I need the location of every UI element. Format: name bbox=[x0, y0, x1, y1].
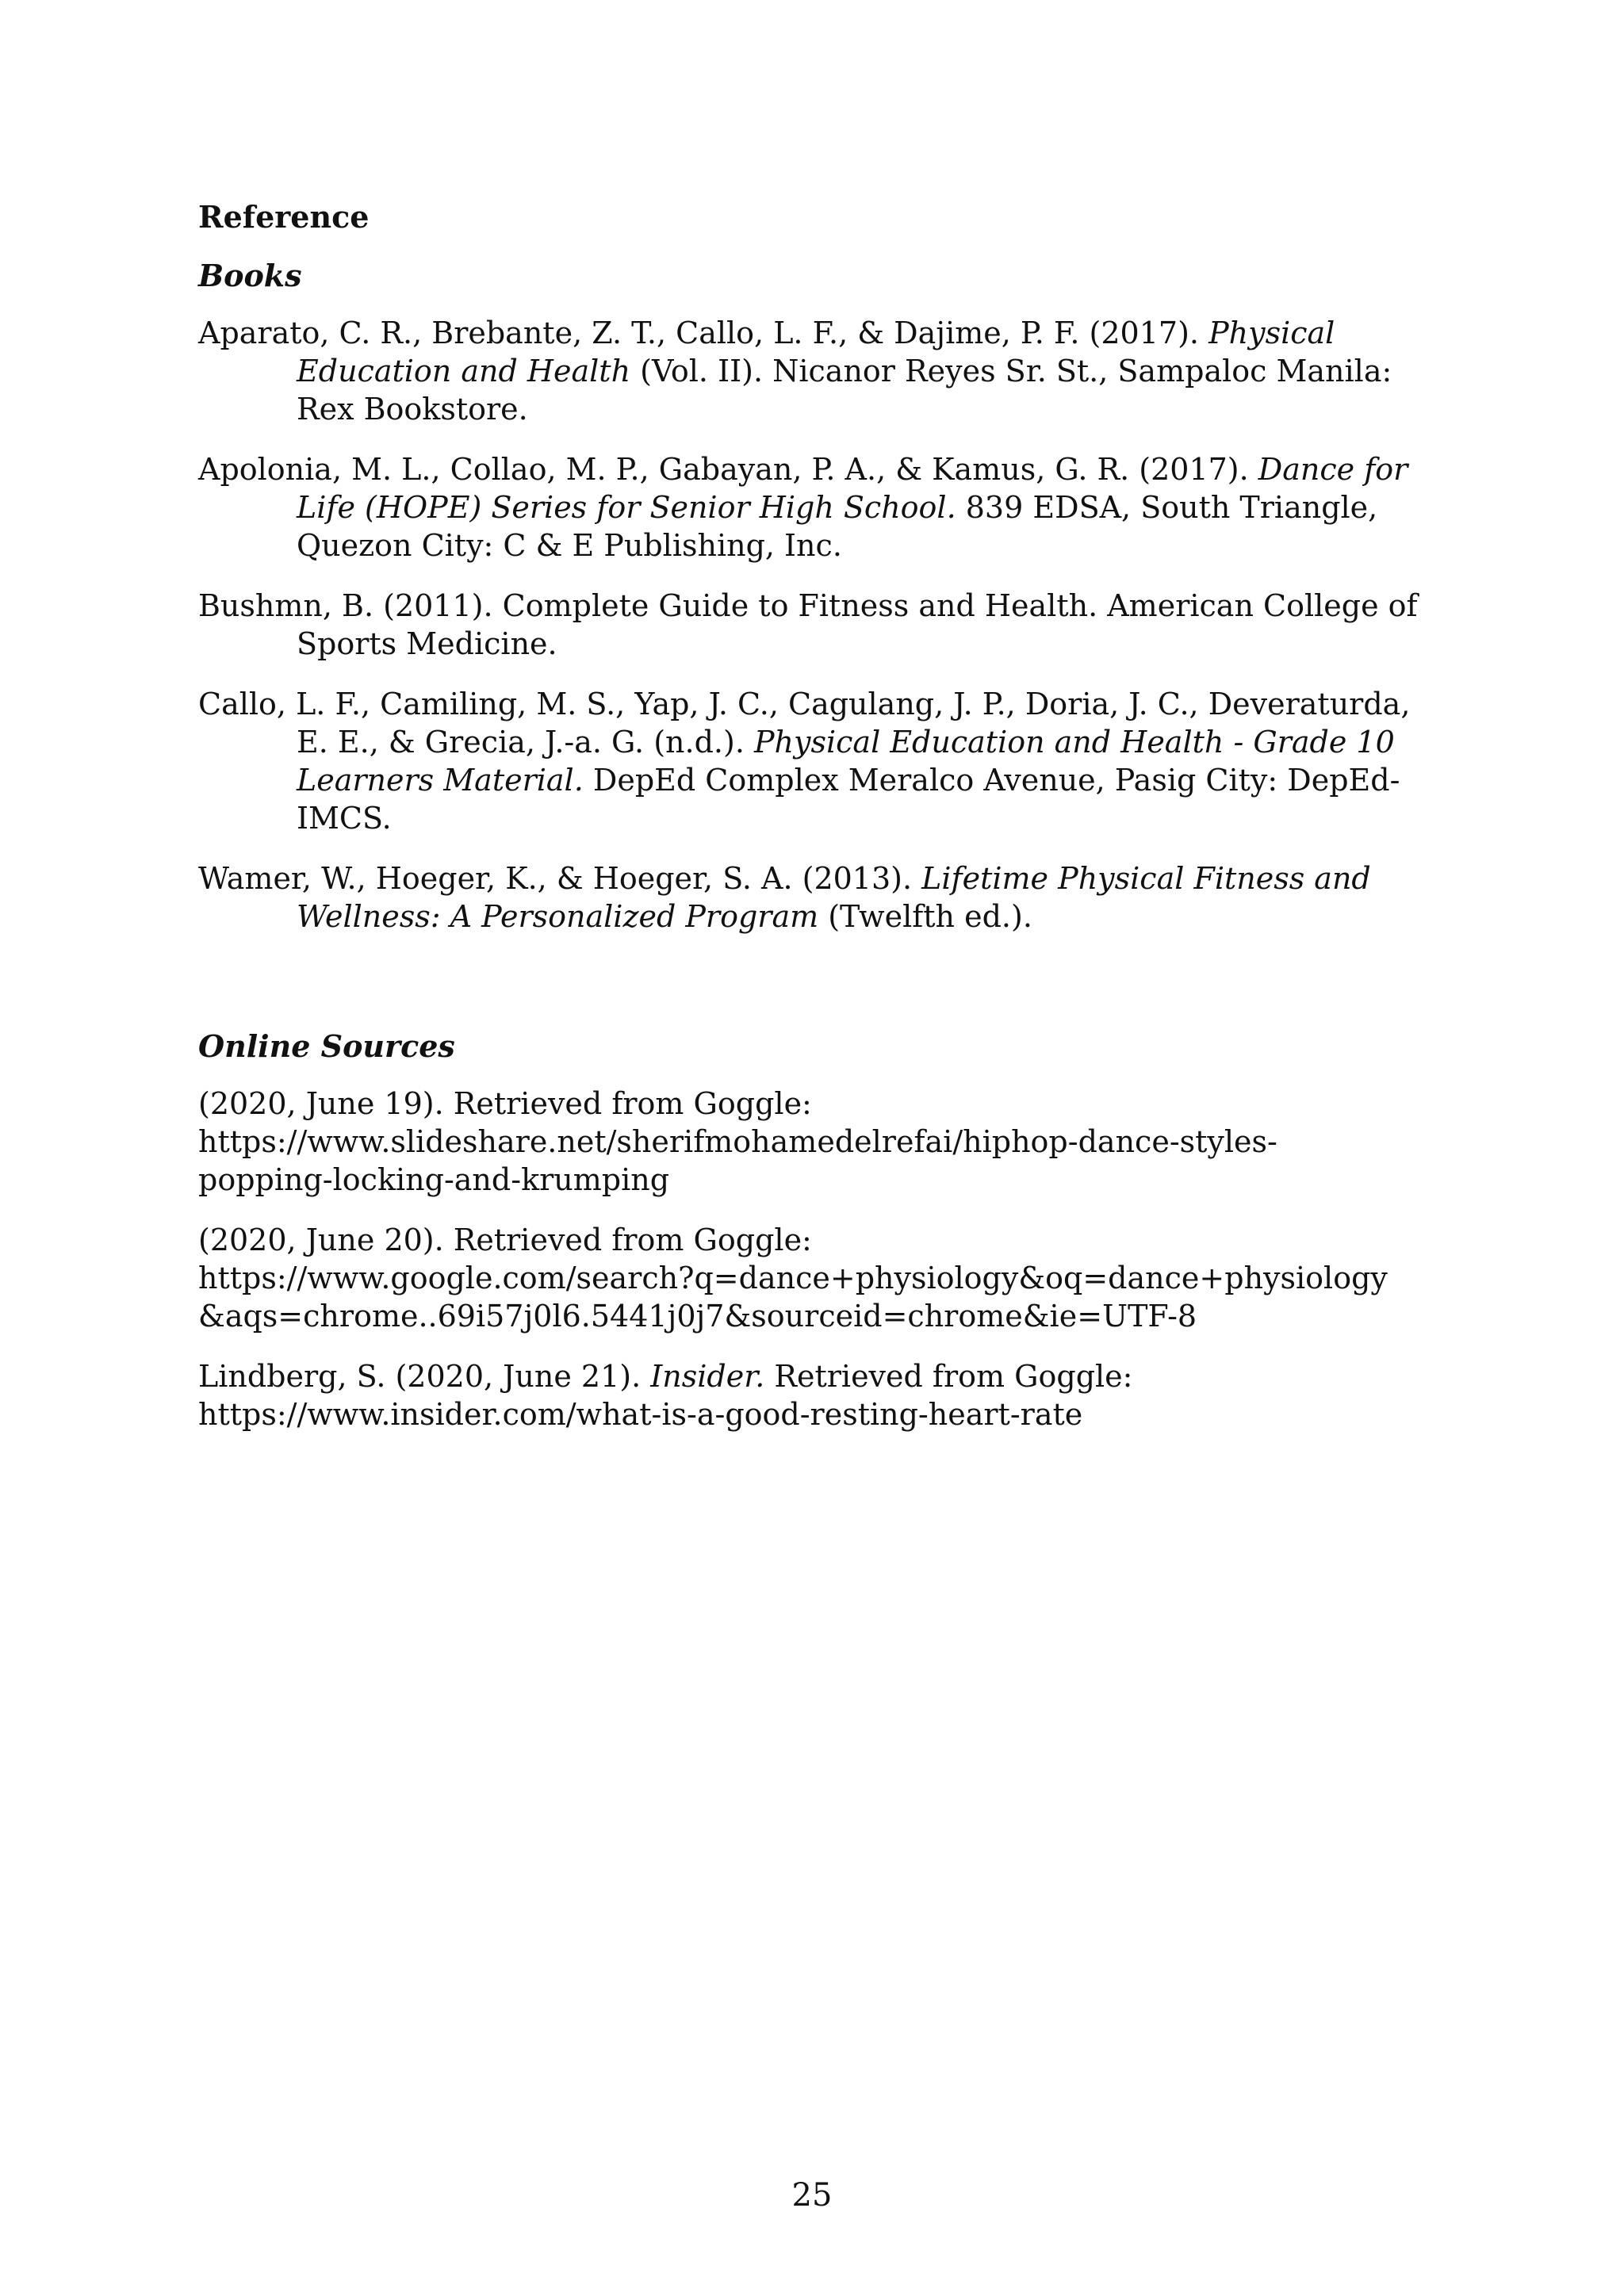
book-entry bbox=[198, 314, 1451, 428]
entry-authors: Apolonia, M. L., Collao, M. P., Gabayan, P. A., & Kamus, G. R. (2017). bbox=[198, 452, 1258, 487]
entry-url[interactable]: https://www.google.com/search?q=dance+physiology&oq=dance+physiology bbox=[198, 1261, 1388, 1295]
entry-url-continued[interactable]: popping-locking-and-krumping bbox=[198, 1162, 670, 1197]
entry-publisher: 839 EDSA, South Triangle, Quezon City: C & E Publishing, Inc. bbox=[297, 490, 1378, 563]
book-entry bbox=[198, 587, 1451, 663]
book-entry bbox=[198, 859, 1451, 936]
reference-section bbox=[198, 198, 1451, 1456]
entry-authors: Lindberg, S. (2020, June 21). bbox=[198, 1359, 651, 1394]
entry-url[interactable]: https://www.insider.com/what-is-a-good-resting-heart-rate bbox=[198, 1397, 1083, 1432]
reference-heading: Reference bbox=[198, 199, 370, 235]
section-spacer bbox=[198, 958, 1451, 1027]
book-entry bbox=[198, 450, 1451, 564]
online-sources-heading: Online Sources bbox=[198, 1028, 455, 1064]
entry-date: (2020, June 19). Retrieved from Goggle: bbox=[198, 1086, 812, 1121]
online-entry bbox=[198, 1085, 1451, 1199]
entry-url[interactable]: https://www.slideshare.net/sherifmohamedelrefai/hiphop-dance-styles- bbox=[198, 1124, 1277, 1159]
entry-publisher: (Vol. II). Nicanor Reyes Sr. St., Sampaloc Manila: Rex Bookstore. bbox=[297, 354, 1392, 427]
entry-authors: Aparato, C. R., Brebante, Z. T., Callo, L. F., & Dajime, P. F. (2017). bbox=[198, 316, 1209, 350]
entry-title: Physical Education and Health bbox=[297, 316, 1335, 388]
entry-retrieved: Retrieved from Goggle: bbox=[764, 1359, 1133, 1394]
entry-title: Physical Education and Health - Grade 10 Learners Material. bbox=[297, 725, 1395, 798]
entry-text: Bushmn, B. (2011). Complete Guide to Fitness and Health. American College of Sports Medicine. bbox=[198, 588, 1418, 661]
entry-publisher: DepEd Complex Meralco Avenue, Pasig City: DepEd-IMCS. bbox=[297, 763, 1400, 836]
entry-publisher: (Twelfth ed.). bbox=[818, 899, 1032, 934]
entry-title: Dance for Life (HOPE) Series for Senior High School. bbox=[297, 452, 1408, 525]
entry-title: Lifetime Physical Fitness and Wellness: A Personalized Program bbox=[297, 861, 1371, 934]
entry-url-continued[interactable]: &aqs=chrome..69i57j0l6.5441j0j7&sourceid=chrome&ie=UTF-8 bbox=[198, 1299, 1197, 1334]
entry-title: Insider. bbox=[650, 1359, 765, 1394]
page-number: 25 bbox=[791, 2177, 833, 2214]
book-entry bbox=[198, 685, 1451, 837]
books-heading: Books bbox=[198, 258, 302, 293]
online-entry bbox=[198, 1221, 1451, 1335]
online-entry bbox=[198, 1357, 1451, 1433]
entry-authors: Wamer, W., Hoeger, K., & Hoeger, S. A. (2013). bbox=[198, 861, 922, 896]
entry-date: (2020, June 20). Retrieved from Goggle: bbox=[198, 1223, 812, 1257]
entry-authors: Callo, L. F., Camiling, M. S., Yap, J. C., Cagulang, J. P., Doria, J. C., Deveraturda, E. E., & Grecia, J.-a. G. (n.d.). bbox=[198, 687, 1411, 760]
